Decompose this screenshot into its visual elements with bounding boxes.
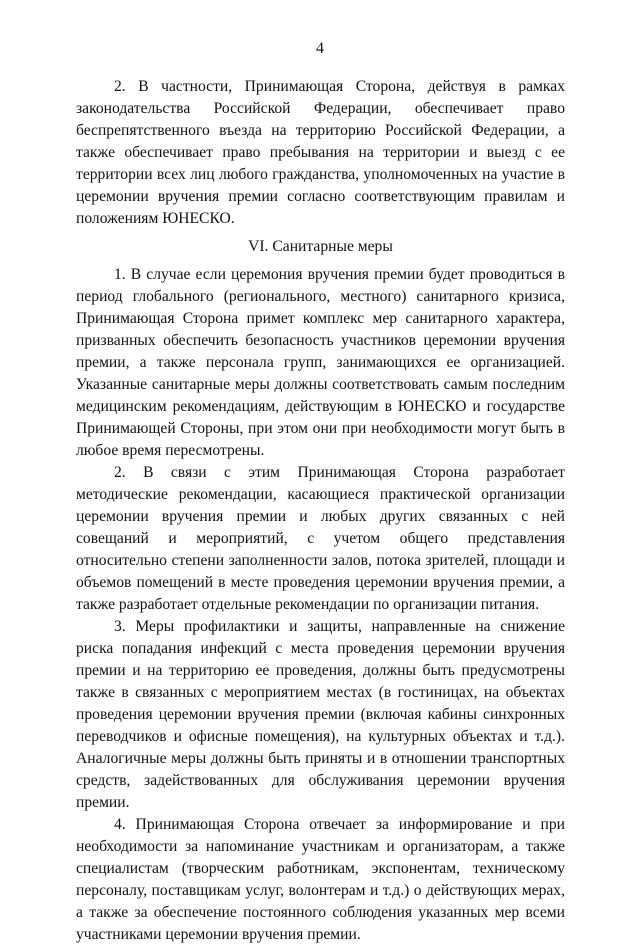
paragraph-sanitary-2: 2. В связи с этим Принимающая Сторона разработает методические рекомендации, касающиеся практической организации церемонии вручения премии и любых других связанных с ней совещаний и мероприятий, с учетом общего представления относительно степени заполненности залов, потока зрителей, площади и объемов помещений в месте проведения церемонии вручения премии, а также разработает отдельные рекомендации по организации питания. (76, 464, 565, 613)
document-body (76, 76, 565, 946)
paragraph-sanitary-3: 3. Меры профилактики и защиты, направленные на снижение риска попадания инфекций с места проведения церемонии вручения премии и на территорию ее проведения, должны быть предусмотрены также в связанных с мероприятием местах (в гостиницах, на объектах проведения церемонии вручения премии (включая кабины синхронных переводчиков и офисные помещения), на культурных объектах и т.д.). Аналогичные меры должны быть приняты и в отношении транспортных средств, задействованных для обслуживания церемонии вручения премии. (76, 618, 565, 811)
paragraph-2-entry-rights: 2. В частности, Принимающая Сторона, действуя в рамках законодательства Российской Федерации, обеспечивает право беспрепятственного въезда на территорию Российской Федерации, а также обеспечивает право пребывания на территории и выезд с ее территории всех лиц любого гражданства, уполномоченных на участие в церемонии вручения премии согласно соответствующим правилам и положениям ЮНЕСКО. (76, 78, 565, 227)
paragraph-sanitary-1: 1. В случае если церемония вручения премии будет проводиться в период глобального (регионального, местного) санитарного кризиса, Принимающая Сторона примет комплекс мер санитарного характера, призванных обеспечить безопасность участников церемонии вручения премии, а также персонала групп, занимающихся ее организацией. Указанные санитарные меры должны соответствовать самым последним медицинским рекомендациям, действующим в ЮНЕСКО и государстве Принимающей Стороны, при этом они при необходимости могут быть в любое время пересмотрены. (76, 266, 565, 459)
page-number: 4 (316, 40, 324, 57)
paragraph-sanitary-4: 4. Принимающая Сторона отвечает за информирование и при необходимости за напоминание участникам и организаторам, а также специалистам (творческим работникам, экспонентам, техническому персоналу, поставщикам услуг, волонтерам и т.д.) о действующих мерах, а также за обеспечение постоянного соблюдения указанных мер всеми участниками церемонии вручения премии. (76, 816, 565, 943)
section-heading: VI. Санитарные меры (248, 238, 393, 255)
